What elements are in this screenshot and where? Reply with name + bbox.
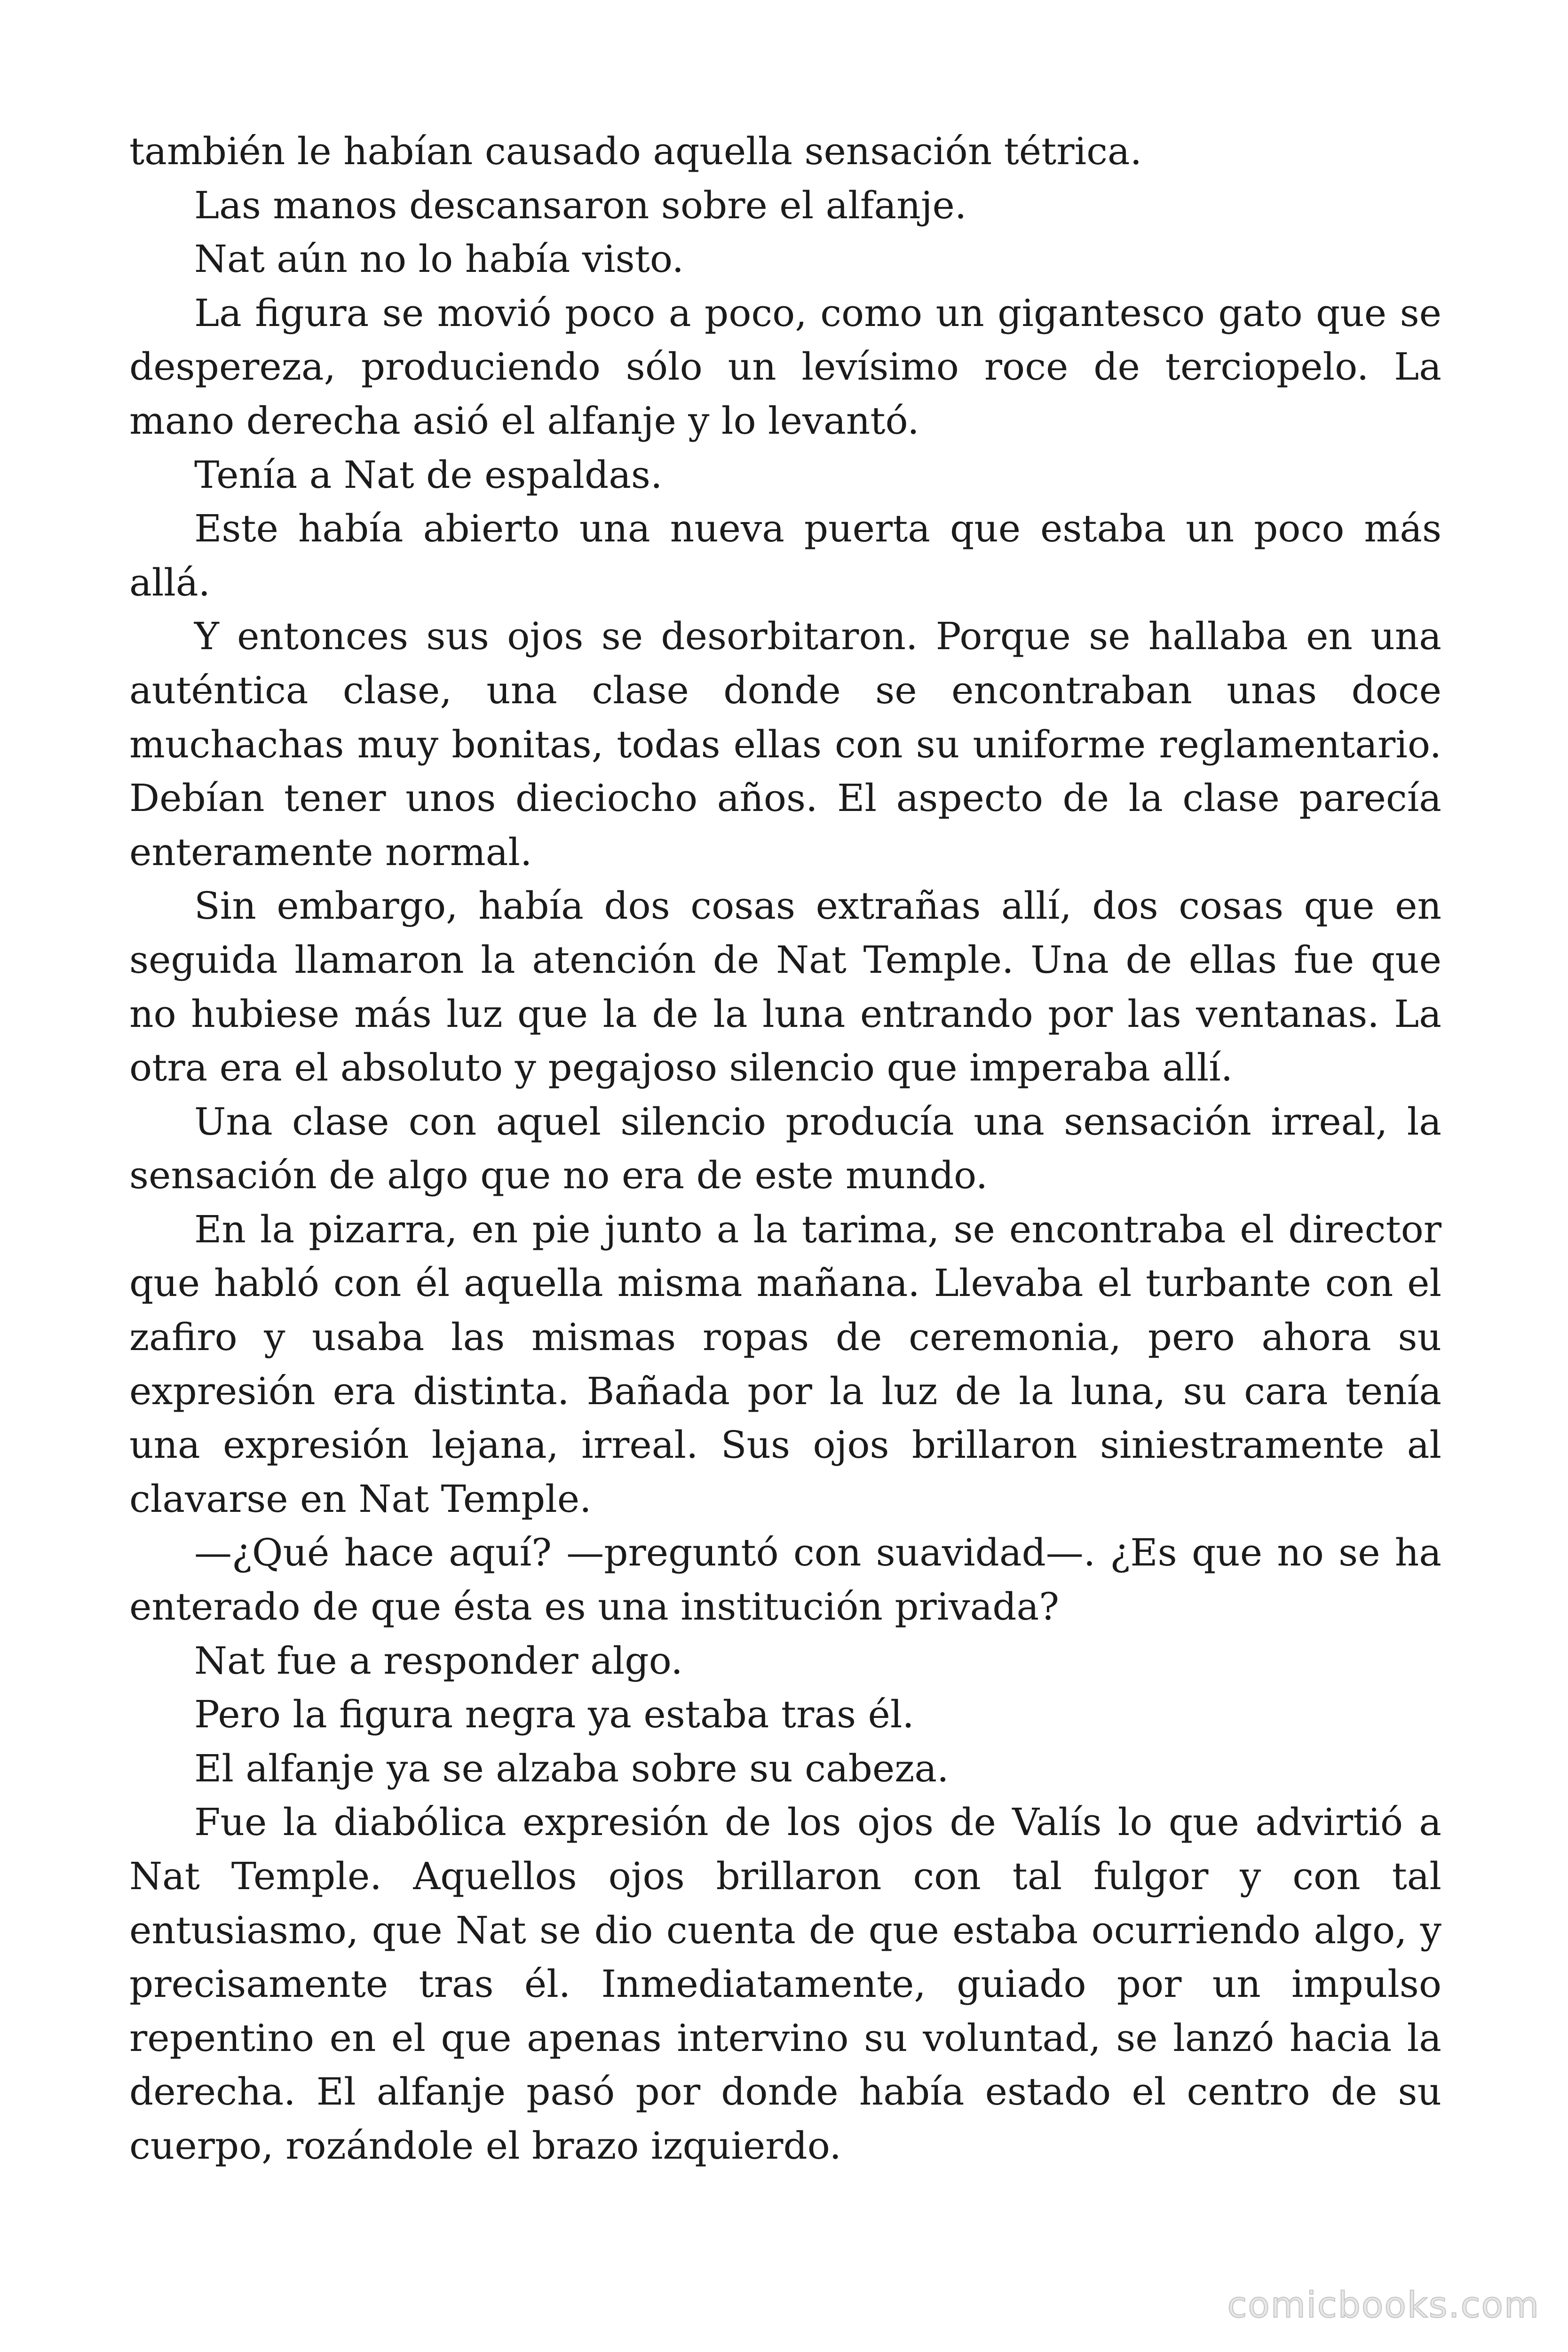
text-line: Las manos descansaron sobre el alfanje. xyxy=(194,183,967,227)
text-line: Nat fue a responder algo. xyxy=(194,1638,683,1683)
text-line: mano derecha asió el alfanje y lo levantó. xyxy=(129,398,919,443)
text-line: repentino en el que apenas intervino su voluntad, se lanzó hacia la xyxy=(129,2016,1441,2060)
text-line: despereza, produciendo sólo un levísimo roce de terciopelo. La xyxy=(129,345,1441,389)
text-line: clavarse en Nat Temple. xyxy=(129,1477,592,1521)
body-text xyxy=(129,125,1441,2173)
text-line: Y entonces sus ojos se desorbitaron. Porque se hallaba en una xyxy=(194,614,1441,659)
text-line: Una clase con aquel silencio producía una sensación irreal, la xyxy=(194,1099,1441,1144)
text-line: cuerpo, rozándole el brazo izquierdo. xyxy=(129,2123,841,2168)
text-line: Sin embargo, había dos cosas extrañas allí, dos cosas que en xyxy=(194,884,1441,928)
text-line: En la pizarra, en pie junto a la tarima, se encontraba el director xyxy=(194,1207,1441,1251)
text-line: Fue la diabólica expresión de los ojos de Valís lo que advirtió a xyxy=(194,1800,1441,1844)
text-line: muchachas muy bonitas, todas ellas con su uniforme reglamentario. xyxy=(129,722,1441,766)
text-line: seguida llamaron la atención de Nat Temple. Una de ellas fue que xyxy=(129,938,1441,982)
text-line: precisamente tras él. Inmediatamente, guiado por un impulso xyxy=(129,1962,1441,2006)
text-line: otra era el absoluto y pegajoso silencio que imperaba allí. xyxy=(129,1046,1233,1090)
text-line: El alfanje ya se alzaba sobre su cabeza. xyxy=(194,1746,949,1790)
text-line: Nat aún no lo había visto. xyxy=(194,237,684,281)
text-line: enterado de que ésta es una institución privada? xyxy=(129,1585,1060,1629)
text-line: auténtica clase, una clase donde se encontraban unas doce xyxy=(129,668,1441,712)
text-line: también le habían causado aquella sensación tétrica. xyxy=(129,129,1142,173)
text-line: Tenía a Nat de espaldas. xyxy=(194,453,663,497)
text-line: Este había abierto una nueva puerta que estaba un poco más xyxy=(194,507,1441,551)
text-line: zafiro y usaba las mismas ropas de ceremonia, pero ahora su xyxy=(129,1315,1441,1359)
text-line: una expresión lejana, irreal. Sus ojos brillaron siniestramente al xyxy=(129,1423,1441,1467)
text-line: Debían tener unos dieciocho años. El aspecto de la clase parecía xyxy=(129,776,1441,820)
text-line: La figura se movió poco a poco, como un gigantesco gato que se xyxy=(194,291,1441,335)
watermark: comicbooks.com xyxy=(1227,2284,1540,2326)
text-line: Pero la figura negra ya estaba tras él. xyxy=(194,1692,914,1737)
text-line: —¿Qué hace aquí? —preguntó con suavidad—. ¿Es que no se ha xyxy=(194,1531,1441,1575)
text-line: que habló con él aquella misma mañana. Llevaba el turbante con el xyxy=(129,1261,1441,1305)
text-line: derecha. El alfanje pasó por donde había estado el centro de su xyxy=(129,2070,1441,2114)
text-line: no hubiese más luz que la de la luna entrando por las ventanas. La xyxy=(129,992,1441,1036)
text-line: enteramente normal. xyxy=(129,830,532,874)
text-line: entusiasmo, que Nat se dio cuenta de que estaba ocurriendo algo, y xyxy=(129,1908,1441,1952)
text-line: Nat Temple. Aquellos ojos brillaron con tal fulgor y con tal xyxy=(129,1854,1441,1898)
text-line: sensación de algo que no era de este mundo. xyxy=(129,1153,988,1198)
text-line: expresión era distinta. Bañada por la luz de la luna, su cara tenía xyxy=(129,1369,1441,1413)
text-line: allá. xyxy=(129,560,210,604)
